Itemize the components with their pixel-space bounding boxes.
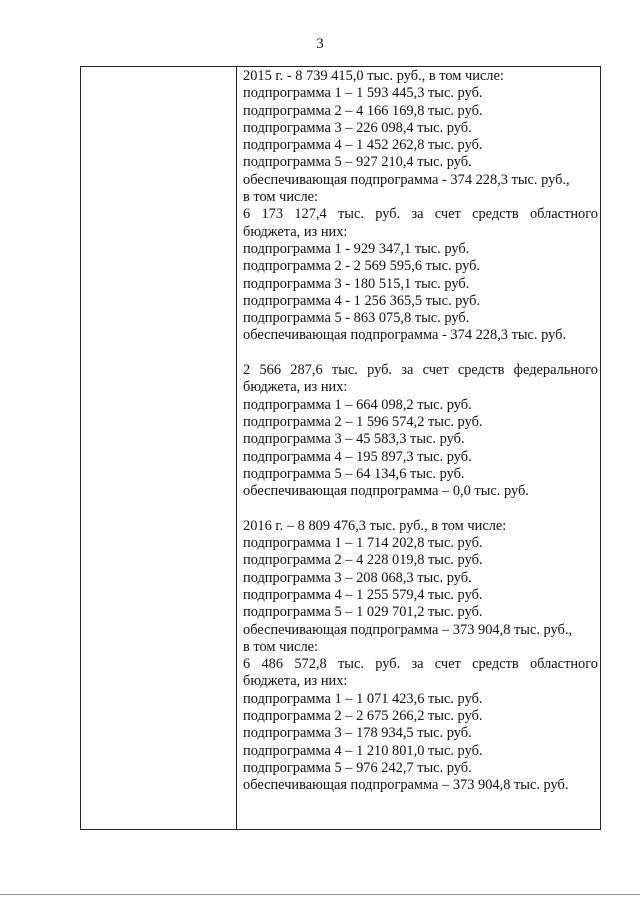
text-line: в том числе: xyxy=(243,189,319,206)
text-line: подпрограмма 3 – 226 098,4 тыс. руб. xyxy=(243,119,472,136)
text-line: подпрограмма 1 - 929 347,1 тыс. руб. xyxy=(243,240,470,257)
text-line: обеспечивающая подпрограмма – 373 904,8 тыс. руб. xyxy=(243,777,569,794)
text-line: бюджета, из них: xyxy=(243,379,348,396)
funding-text-cell xyxy=(243,68,598,794)
text-line: бюджета, из них: xyxy=(243,223,348,240)
text-line: подпрограмма 5 – 976 242,7 тыс. руб. xyxy=(243,759,472,776)
text-line: подпрограмма 2 – 4 166 169,8 тыс. руб. xyxy=(243,102,483,119)
page-number: 3 xyxy=(316,36,324,52)
funding-table xyxy=(80,66,601,830)
text-line: обеспечивающая подпрограмма - 374 228,3 тыс. руб. xyxy=(243,327,567,344)
text-line: подпрограмма 5 – 64 134,6 тыс. руб. xyxy=(243,465,465,482)
text-line: подпрограмма 1 – 664 098,2 тыс. руб. xyxy=(243,396,472,413)
text-line: бюджета, из них: xyxy=(243,673,348,690)
text-line: 6 486 572,8 тыс. руб. за счет средств областного xyxy=(243,656,598,673)
text-line: подпрограмма 3 – 45 583,3 тыс. руб. xyxy=(243,431,465,448)
text-line: обеспечивающая подпрограмма – 373 904,8 тыс. руб., xyxy=(243,621,573,638)
text-line: подпрограмма 2 – 2 675 266,2 тыс. руб. xyxy=(243,707,483,724)
text-line: подпрограмма 2 – 4 228 019,8 тыс. руб. xyxy=(243,552,483,569)
text-line: подпрограмма 1 – 1 714 202,8 тыс. руб. xyxy=(243,535,483,552)
text-line: подпрограмма 3 – 178 934,5 тыс. руб. xyxy=(243,725,472,742)
text-line: подпрограмма 4 – 1 210 801,0 тыс. руб. xyxy=(243,742,483,759)
text-line: в том числе: xyxy=(243,638,319,655)
text-line: подпрограмма 2 – 1 596 574,2 тыс. руб. xyxy=(243,413,483,430)
text-line: подпрограмма 5 - 863 075,8 тыс. руб. xyxy=(243,310,470,327)
text-line: 6 173 127,4 тыс. руб. за счет средств областного xyxy=(243,206,598,223)
text-line: подпрограмма 4 – 1 452 262,8 тыс. руб. xyxy=(243,137,483,154)
text-line: подпрограмма 3 – 208 068,3 тыс. руб. xyxy=(243,569,472,586)
text-line: подпрограмма 4 – 1 255 579,4 тыс. руб. xyxy=(243,586,483,603)
text-line: подпрограмма 4 – 195 897,3 тыс. руб. xyxy=(243,448,472,465)
text-line: подпрограмма 3 - 180 515,1 тыс. руб. xyxy=(243,275,470,292)
column-divider xyxy=(236,67,237,829)
text-line: обеспечивающая подпрограмма - 374 228,3 тыс. руб., xyxy=(243,171,570,188)
page-bottom-edge xyxy=(0,894,640,895)
text-line: подпрограмма 5 – 927 210,4 тыс. руб. xyxy=(243,154,472,171)
spacer xyxy=(243,345,598,362)
text-line: подпрограмма 1 – 1 071 423,6 тыс. руб. xyxy=(243,690,483,707)
text-line: обеспечивающая подпрограмма – 0,0 тыс. руб. xyxy=(243,483,529,500)
year-2016-total: 2016 г. – 8 809 476,3 тыс. руб., в том числе: xyxy=(243,517,507,534)
text-line: подпрограмма 4 - 1 256 365,5 тыс. руб. xyxy=(243,292,481,309)
text-line: подпрограмма 1 – 1 593 445,3 тыс. руб. xyxy=(243,85,483,102)
year-2015-total: 2015 г. - 8 739 415,0 тыс. руб., в том числе: xyxy=(243,68,504,84)
federal-budget-2015: 2 566 287,6 тыс. руб. за счет средств федерального xyxy=(243,362,598,379)
text-line: подпрограмма 5 – 1 029 701,2 тыс. руб. xyxy=(243,604,483,621)
text-line: подпрограмма 2 - 2 569 595,6 тыс. руб. xyxy=(243,258,481,275)
spacer xyxy=(243,500,598,517)
